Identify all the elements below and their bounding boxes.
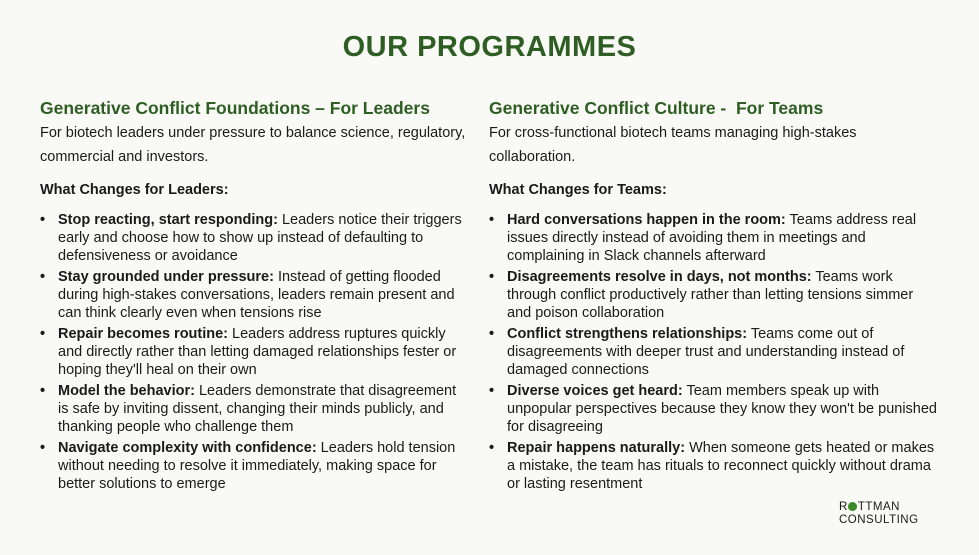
bullet-icon: •	[489, 383, 495, 399]
logo-text-end: TTMAN	[857, 501, 900, 513]
list-item	[489, 382, 939, 436]
page-title: OUR PROGRAMMES	[342, 31, 637, 63]
item-lead: Model the behavior:	[58, 383, 195, 399]
item-text: Teams address real issues directly instead of avoiding them in meetings and complaining in Slack channels afterward	[507, 212, 917, 264]
logo-line-2: CONSULTING	[839, 514, 919, 526]
item-text: Instead of getting flooded during high-stakes conversations, leaders remain present and can think clearly even when tensions rise	[58, 269, 455, 321]
list-item	[489, 325, 939, 379]
list-item	[40, 439, 470, 493]
list-item	[489, 439, 939, 493]
list-item	[489, 211, 939, 265]
item-text: Leaders hold tension without needing to resolve it immediately, making space for better solutions to emerge	[58, 440, 456, 492]
item-lead: Navigate complexity with confidence:	[58, 440, 317, 456]
teams-programme-column	[489, 96, 939, 496]
bullet-icon: •	[40, 383, 46, 399]
teams-programme-description: For cross-functional biotech teams managing high-stakes collaboration.	[489, 125, 857, 165]
item-lead: Disagreements resolve in days, not months:	[507, 269, 812, 285]
item-text: Leaders address ruptures quickly and directly rather than letting damaged relationships fester or hoping they'll heal on their own	[58, 326, 457, 378]
bullet-icon: •	[489, 440, 495, 456]
teams-changes-list	[489, 211, 939, 493]
item-lead: Stay grounded under pressure:	[58, 269, 274, 285]
item-lead: Diverse voices get heard:	[507, 383, 683, 399]
item-text: Teams come out of disagreements with deeper trust and understanding instead of damaged connections	[507, 326, 905, 378]
item-lead: Conflict strengthens relationships:	[507, 326, 748, 342]
item-lead: Repair happens naturally:	[507, 440, 686, 456]
teams-programme-title: Generative Conflict Culture - For Teams	[489, 98, 824, 118]
bullet-icon: •	[40, 440, 46, 456]
list-item	[40, 211, 470, 265]
leaders-programme-description: For biotech leaders under pressure to balance science, regulatory, commercial and investors.	[40, 125, 466, 165]
item-lead: Stop reacting, start responding:	[58, 212, 278, 228]
item-text: Team members speak up with unpopular perspectives because they know they won't be punished for disagreeing	[507, 383, 937, 435]
list-item	[40, 325, 470, 379]
bullet-icon: •	[40, 326, 46, 342]
item-text: Leaders demonstrate that disagreement is safe by inviting dissent, changing their minds publicly, and thanking people who challenge them	[58, 383, 457, 435]
bullet-icon: •	[489, 326, 495, 342]
bullet-icon: •	[489, 212, 495, 228]
bullet-icon: •	[40, 212, 46, 228]
item-text: Leaders notice their triggers early and choose how to show up instead of defaulting to defensiveness or avoidance	[58, 212, 462, 264]
list-item	[40, 268, 470, 322]
item-lead: Repair becomes routine:	[58, 326, 229, 342]
teams-changes-heading: What Changes for Teams:	[489, 182, 667, 198]
list-item	[40, 382, 470, 436]
item-text: Teams work through conflict productively rather than letting tensions simmer and poison collaboration	[507, 269, 914, 321]
leaders-programme-column	[40, 96, 470, 496]
rottman-consulting-logo	[839, 501, 939, 527]
leaders-changes-list	[40, 211, 470, 493]
item-lead: Hard conversations happen in the room:	[507, 212, 786, 228]
bullet-icon: •	[40, 269, 46, 285]
leaders-changes-heading: What Changes for Leaders:	[40, 182, 229, 198]
logo-line-1	[839, 501, 939, 514]
bullet-icon: •	[489, 269, 495, 285]
item-text: When someone gets heated or makes a mistake, the team has rituals to reconnect quickly without drama or lasting resentment	[507, 440, 935, 492]
leaders-programme-title: Generative Conflict Foundations – For Leaders	[40, 98, 430, 118]
logo-text-start: R	[839, 501, 848, 513]
green-circle-icon	[848, 502, 857, 511]
list-item	[489, 268, 939, 322]
